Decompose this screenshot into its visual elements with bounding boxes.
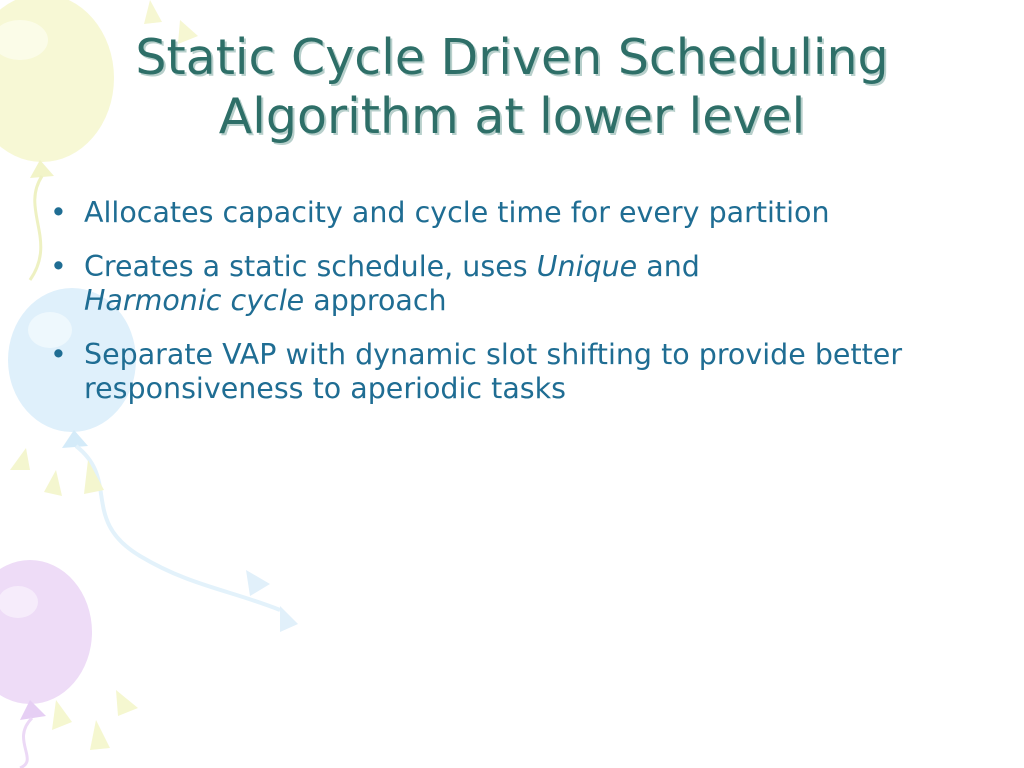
- bullet-item: [50, 338, 985, 406]
- purple-balloon-icon: [0, 560, 92, 768]
- bullet-text: approach: [304, 284, 447, 317]
- bullet-marker: •: [50, 338, 67, 371]
- bullet-italic-term: Unique: [536, 250, 638, 283]
- bullet-item: [50, 196, 985, 230]
- bullet-text: and: [637, 250, 700, 283]
- bullet-marker: •: [50, 196, 67, 229]
- bullet-text: Allocates capacity and cycle time for every partition: [84, 196, 830, 229]
- bullet-text: Separate VAP with dynamic slot shifting to provide better responsiveness to aperiodic tasks: [84, 338, 903, 405]
- bullet-item: [50, 250, 985, 318]
- bullet-italic-term: Harmonic cycle: [84, 284, 305, 317]
- slide-title: Static Cycle Driven Scheduling Algorithm at lower level: [135, 29, 889, 145]
- bullet-list: [50, 196, 985, 426]
- bullet-text: Creates a static schedule, uses: [84, 250, 537, 283]
- sparkle-decoration-bottom: [52, 690, 138, 750]
- bullet-marker: •: [50, 250, 67, 283]
